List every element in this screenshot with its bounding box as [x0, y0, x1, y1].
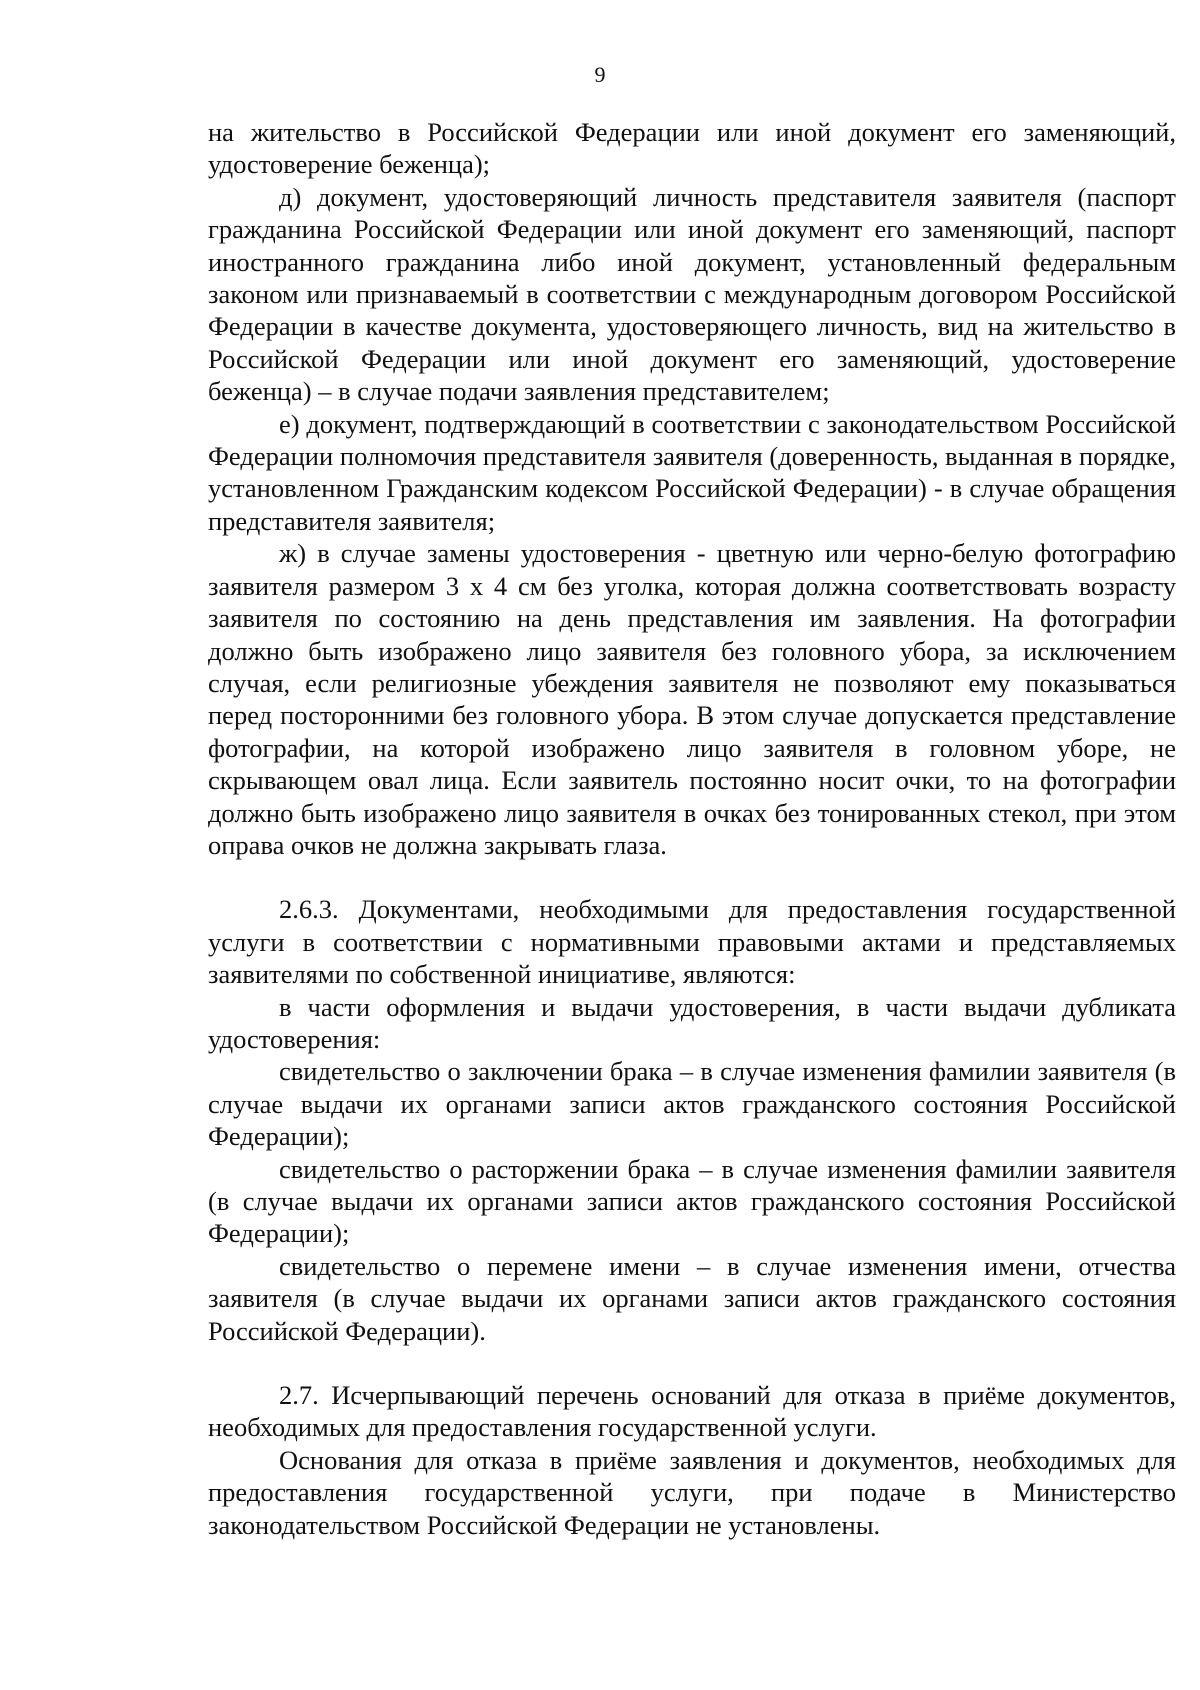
paragraph-residence-continuation: на жительство в Российской Федерации или иной документ его заменяющий, удостоверение беженца);: [208, 117, 1176, 180]
paragraph-section-2-6-3: 2.6.3. Документами, необходимыми для предоставления государственной услуги в соответствии с нормативными правовыми актами и представляемых заявителями по собственной инициативе, являются:: [208, 894, 1176, 990]
paragraph-issuance-scope: в части оформления и выдачи удостоверения, в части выдачи дубликата удостоверения:: [208, 991, 1176, 1054]
paragraph-item-zh: ж) в случае замены удостоверения - цветную или черно-белую фотографию заявителя размером 3 х 4 см без уголка, которая должна соответствовать возрасту заявителя по состоянию на день представления им заявления. На фотографии должно быть изображено лицо заявителя без головного убора, за исключением случая, если религиозные убеждения заявителя не позволяют ему показываться перед посторонними без головного убора. В этом случае допускается представление фотографии, на которой изображено лицо заявителя в головном уборе, не скрывающем овал лица. Если заявитель постоянно носит очки, то на фотографии должно быть изображено лицо заявителя в очках без тонированных стекол, при этом оправа очков не должна закрывать глаза.: [208, 538, 1176, 860]
paragraph-refusal-grounds: Основания для отказа в приёме заявления и документов, необходимых для предоставления государственной услуги, при подаче в Министерство законодательством Российской Федерации не установлены.: [208, 1444, 1176, 1540]
paragraph-item-d: д) документ, удостоверяющий личность представителя заявителя (паспорт гражданина Российской Федерации или иной документ его заменяющий, паспорт иностранного гражданина либо иной документ, установленный федеральным законом или признаваемый в соответствии с международным договором Российской Федерации в качестве документа, удостоверяющего личность, вид на жительство в Российской Федерации или иной документ его заменяющий, удостоверение беженца) – в случае подачи заявления представителем;: [208, 181, 1176, 407]
document-body: [208, 116, 1176, 1541]
paragraph-section-2-7: 2.7. Исчерпывающий перечень оснований для отказа в приёме документов, необходимых для предоставления государственной услуги.: [208, 1380, 1176, 1443]
paragraph-divorce-certificate: свидетельство о расторжении брака – в случае изменения фамилии заявителя (в случае выдачи их органами записи актов гражданского состояния Российской Федерации);: [208, 1153, 1176, 1249]
paragraph-item-e: е) документ, подтверждающий в соответствии с законодательством Российской Федерации полномочия представителя заявителя (доверенность, выданная в порядке, установленном Гражданским кодексом Российской Федерации) - в случае обращения представителя заявителя;: [208, 408, 1176, 536]
page-number: 9: [594, 62, 606, 87]
paragraph-name-change-certificate: свидетельство о перемене имени – в случае изменения имени, отчества заявителя (в случае выдачи их органами записи актов гражданского состояния Российской Федерации).: [208, 1250, 1176, 1346]
paragraph-marriage-certificate: свидетельство о заключении брака – в случае изменения фамилии заявителя (в случае выдачи их органами записи актов гражданского состояния Российской Федерации);: [208, 1056, 1176, 1152]
